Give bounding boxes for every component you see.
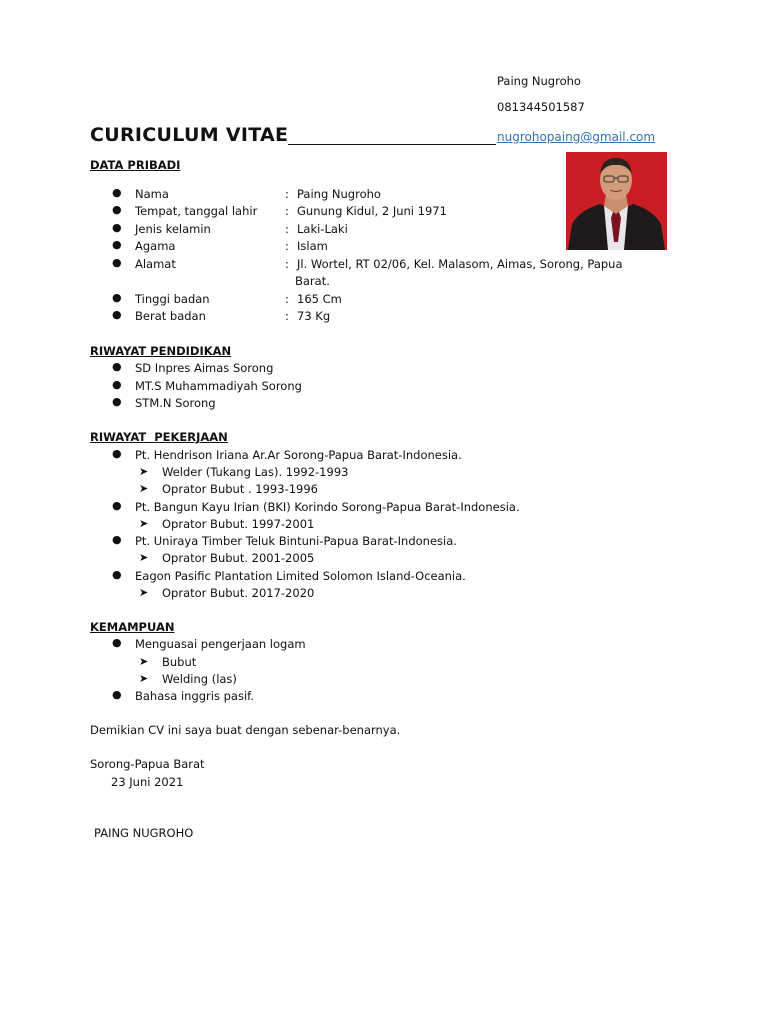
colon-separator: :: [285, 309, 289, 323]
colon-separator: :: [285, 204, 289, 218]
value-agama: Islam: [297, 239, 328, 253]
label-nama: Nama: [135, 187, 169, 201]
section-heading-pekerjaan: RIWAYAT PEKERJAAN: [90, 430, 228, 444]
bullet-icon: ●: [112, 447, 122, 460]
bullet-icon: ●: [112, 378, 122, 391]
arrow-bullet-icon: ➤: [139, 672, 149, 685]
list-item-skill: Menguasai pengerjaan logam: [135, 637, 306, 651]
bullet-icon: ●: [112, 688, 122, 701]
bullet-icon: ●: [112, 256, 122, 269]
label-tempat-tanggal-lahir: Tempat, tanggal lahir: [135, 204, 258, 218]
label-agama: Agama: [135, 239, 176, 253]
colon-separator: :: [285, 222, 289, 236]
bullet-icon: ●: [112, 308, 122, 321]
value-berat-badan: 73 Kg: [297, 309, 331, 323]
colon-separator: :: [285, 187, 289, 201]
title-underline: [288, 144, 496, 145]
value-tinggi-badan: 165 Cm: [297, 292, 342, 306]
signature-name: PAING NUGROHO: [94, 826, 194, 840]
bullet-icon: ●: [112, 186, 122, 199]
label-jenis-kelamin: Jenis kelamin: [135, 222, 211, 236]
arrow-bullet-icon: ➤: [139, 586, 149, 599]
list-item-company: Pt. Hendrison Iriana Ar.Ar Sorong-Papua Barat-Indonesia.: [135, 448, 462, 462]
list-item-subskill: Bubut: [162, 655, 197, 669]
list-item-pendidikan: MT.S Muhammadiyah Sorong: [135, 379, 302, 393]
bullet-icon: ●: [112, 395, 122, 408]
list-item-subskill: Welding (las): [162, 672, 237, 686]
bullet-icon: ●: [112, 203, 122, 216]
section-heading-kemampuan: KEMAMPUAN: [90, 620, 175, 634]
bullet-icon: ●: [112, 499, 122, 512]
bullet-icon: ●: [112, 533, 122, 546]
list-item-pendidikan: STM.N Sorong: [135, 396, 216, 410]
colon-separator: :: [285, 292, 289, 306]
arrow-bullet-icon: ➤: [139, 655, 149, 668]
arrow-bullet-icon: ➤: [139, 517, 149, 530]
bullet-icon: ●: [112, 636, 122, 649]
bullet-icon: ●: [112, 221, 122, 234]
profile-photo-image: [566, 152, 667, 250]
label-berat-badan: Berat badan: [135, 309, 206, 323]
label-alamat: Alamat: [135, 257, 176, 271]
bullet-icon: ●: [112, 238, 122, 251]
list-item-role: Oprator Bubut. 2017-2020: [162, 586, 315, 600]
value-nama: Paing Nugroho: [297, 187, 381, 201]
value-tempat-tanggal-lahir: Gunung Kidul, 2 Juni 1971: [297, 204, 447, 218]
bullet-icon: ●: [112, 568, 122, 581]
value-alamat: Jl. Wortel, RT 02/06, Kel. Malasom, Aimas, Sorong, Papua: [297, 257, 623, 271]
colon-separator: :: [285, 257, 289, 271]
profile-photo: [566, 152, 667, 250]
list-item-pendidikan: SD Inpres Aimas Sorong: [135, 361, 274, 375]
arrow-bullet-icon: ➤: [139, 465, 149, 478]
list-item-company: Pt. Uniraya Timber Teluk Bintuni-Papua Barat-Indonesia.: [135, 534, 457, 548]
value-alamat-continued: Barat.: [295, 274, 330, 288]
list-item-company: Pt. Bangun Kayu Irian (BKI) Korindo Sorong-Papua Barat-Indonesia.: [135, 500, 520, 514]
list-item-role: Oprator Bubut . 1993-1996: [162, 482, 318, 496]
section-heading-data-pribadi: DATA PRIBADI: [90, 158, 181, 172]
closing-place: Sorong-Papua Barat: [90, 757, 205, 771]
arrow-bullet-icon: ➤: [139, 482, 149, 495]
closing-date: 23 Juni 2021: [111, 775, 184, 789]
list-item-role: Oprator Bubut. 2001-2005: [162, 551, 315, 565]
list-item-company: Eagon Pasific Plantation Limited Solomon Island-Oceania.: [135, 569, 466, 583]
bullet-icon: ●: [112, 291, 122, 304]
section-heading-pendidikan: RIWAYAT PENDIDIKAN: [90, 344, 232, 358]
arrow-bullet-icon: ➤: [139, 551, 149, 564]
page-title: CURICULUM VITAE: [90, 124, 289, 146]
colon-separator: :: [285, 239, 289, 253]
bullet-icon: ●: [112, 360, 122, 373]
list-item-role: Oprator Bubut. 1997-2001: [162, 517, 315, 531]
label-tinggi-badan: Tinggi badan: [135, 292, 210, 306]
list-item-skill: Bahasa inggris pasif.: [135, 689, 255, 703]
closing-statement: Demikian CV ini saya buat dengan sebenar-benarnya.: [90, 723, 401, 737]
list-item-role: Welder (Tukang Las). 1992-1993: [162, 465, 349, 479]
value-jenis-kelamin: Laki-Laki: [297, 222, 348, 236]
header-phone: 081344501587: [497, 100, 585, 114]
header-name: Paing Nugroho: [497, 74, 581, 88]
email-link[interactable]: nugrohopaing@gmail.com: [497, 130, 656, 144]
